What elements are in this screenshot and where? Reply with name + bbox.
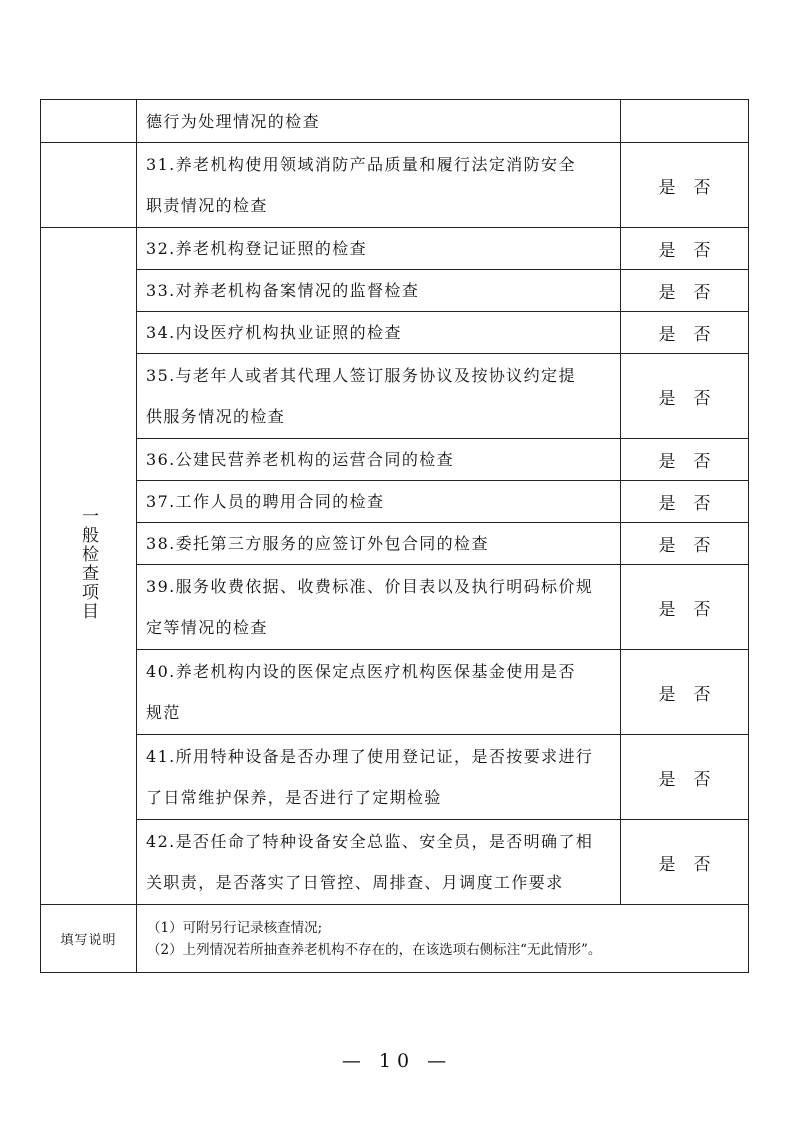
table-row [41, 312, 749, 354]
yes-option[interactable]: 是 [658, 536, 676, 556]
no-option[interactable]: 否 [693, 536, 711, 556]
answer-cell [621, 100, 749, 143]
answer-cell [621, 354, 749, 439]
answer-cell [621, 820, 749, 905]
item-text [137, 354, 621, 439]
item-line: 40.养老机构内设的医保定点医疗机构医保基金使用是否 [146, 662, 576, 681]
no-option[interactable]: 否 [693, 494, 711, 514]
category-cell-empty [41, 143, 137, 228]
no-option[interactable]: 否 [693, 452, 711, 472]
table-row [41, 523, 749, 565]
item-line: 33.对养老机构备案情况的监督检查 [146, 281, 420, 300]
note-line: （2）上列情况若所抽查养老机构不存在的，在该选项右侧标注“无此情形”。 [147, 941, 602, 958]
yes-option[interactable]: 是 [658, 769, 676, 790]
yes-option[interactable]: 是 [658, 684, 676, 705]
item-text: 德行为处理情况的检查 [137, 100, 621, 143]
no-option[interactable]: 否 [693, 283, 711, 303]
table-row [41, 439, 749, 481]
answer-cell [621, 228, 749, 270]
yes-option[interactable]: 是 [658, 599, 676, 620]
table-row [41, 565, 749, 650]
item-text [137, 481, 621, 523]
item-line: 37.工作人员的聘用合同的检查 [146, 492, 385, 511]
item-text [137, 270, 621, 312]
item-line: 38.委托第三方服务的应签订外包合同的检查 [146, 534, 489, 553]
item-line: 35.与老年人或者其代理人签订服务协议及按协议约定提 [146, 366, 576, 385]
no-option[interactable]: 否 [693, 684, 711, 705]
category-cell-general [41, 228, 137, 905]
category-cell-empty [41, 100, 137, 143]
answer-cell [621, 439, 749, 481]
note-line: （1）可附另行记录核查情况; [147, 919, 323, 936]
table-row [41, 228, 749, 270]
item-text [137, 650, 621, 735]
item-text [137, 523, 621, 565]
item-line: 了日常维护保养，是否进行了定期检验 [146, 788, 442, 807]
yes-option[interactable]: 是 [658, 241, 676, 261]
table-row [41, 820, 749, 905]
yes-option[interactable]: 是 [658, 283, 676, 303]
table-row [41, 270, 749, 312]
yes-option[interactable]: 是 [658, 177, 676, 198]
table-row [41, 735, 749, 820]
item-text [137, 735, 621, 820]
no-option[interactable]: 否 [693, 388, 711, 409]
item-line: 关职责，是否落实了日管控、周排查、月调度工作要求 [146, 873, 564, 892]
no-option[interactable]: 否 [693, 177, 711, 198]
item-line: 42.是否任命了特种设备安全总监、安全员，是否明确了相 [146, 832, 594, 851]
item-text [137, 312, 621, 354]
table-row [41, 481, 749, 523]
table-row [41, 905, 749, 973]
answer-cell [621, 565, 749, 650]
item-text [137, 439, 621, 481]
answer-cell [621, 143, 749, 228]
yes-option[interactable]: 是 [658, 494, 676, 514]
item-line: 39.服务收费依据、收费标准、价目表以及执行明码标价规 [146, 577, 594, 596]
answer-cell [621, 650, 749, 735]
item-line: 职责情况的检查 [146, 196, 268, 215]
yes-option[interactable]: 是 [658, 452, 676, 472]
answer-cell [621, 312, 749, 354]
item-line: 36.公建民营养老机构的运营合同的检查 [146, 450, 455, 469]
item-line: 34.内设医疗机构执业证照的检查 [146, 323, 402, 342]
table-row [41, 354, 749, 439]
yes-option[interactable]: 是 [658, 388, 676, 409]
inspection-table [40, 99, 749, 973]
notes-content [137, 905, 749, 973]
page-number: — 10 — [341, 1050, 453, 1072]
item-line: 定等情况的检查 [146, 618, 268, 637]
answer-cell [621, 270, 749, 312]
table-row [41, 143, 749, 228]
item-text [137, 143, 621, 228]
yes-option[interactable]: 是 [658, 854, 676, 875]
item-line: 31.养老机构使用领域消防产品质量和履行法定消防安全 [146, 155, 576, 174]
item-line: 41.所用特种设备是否办理了使用登记证，是否按要求进行 [146, 747, 594, 766]
category-label: 一般检查项目 [78, 507, 98, 621]
item-line: 供服务情况的检查 [146, 407, 286, 426]
answer-cell [621, 735, 749, 820]
item-line: 32.养老机构登记证照的检查 [146, 239, 368, 258]
no-option[interactable]: 否 [693, 241, 711, 261]
notes-label: 填写说明 [41, 905, 137, 973]
no-option[interactable]: 否 [693, 769, 711, 790]
no-option[interactable]: 否 [693, 854, 711, 875]
answer-cell [621, 523, 749, 565]
item-text [137, 820, 621, 905]
yes-option[interactable]: 是 [658, 325, 676, 345]
no-option[interactable]: 否 [693, 325, 711, 345]
table-row [41, 100, 749, 143]
item-line: 规范 [146, 703, 181, 722]
no-option[interactable]: 否 [693, 599, 711, 620]
table-row [41, 650, 749, 735]
item-text [137, 565, 621, 650]
item-text [137, 228, 621, 270]
answer-cell [621, 481, 749, 523]
